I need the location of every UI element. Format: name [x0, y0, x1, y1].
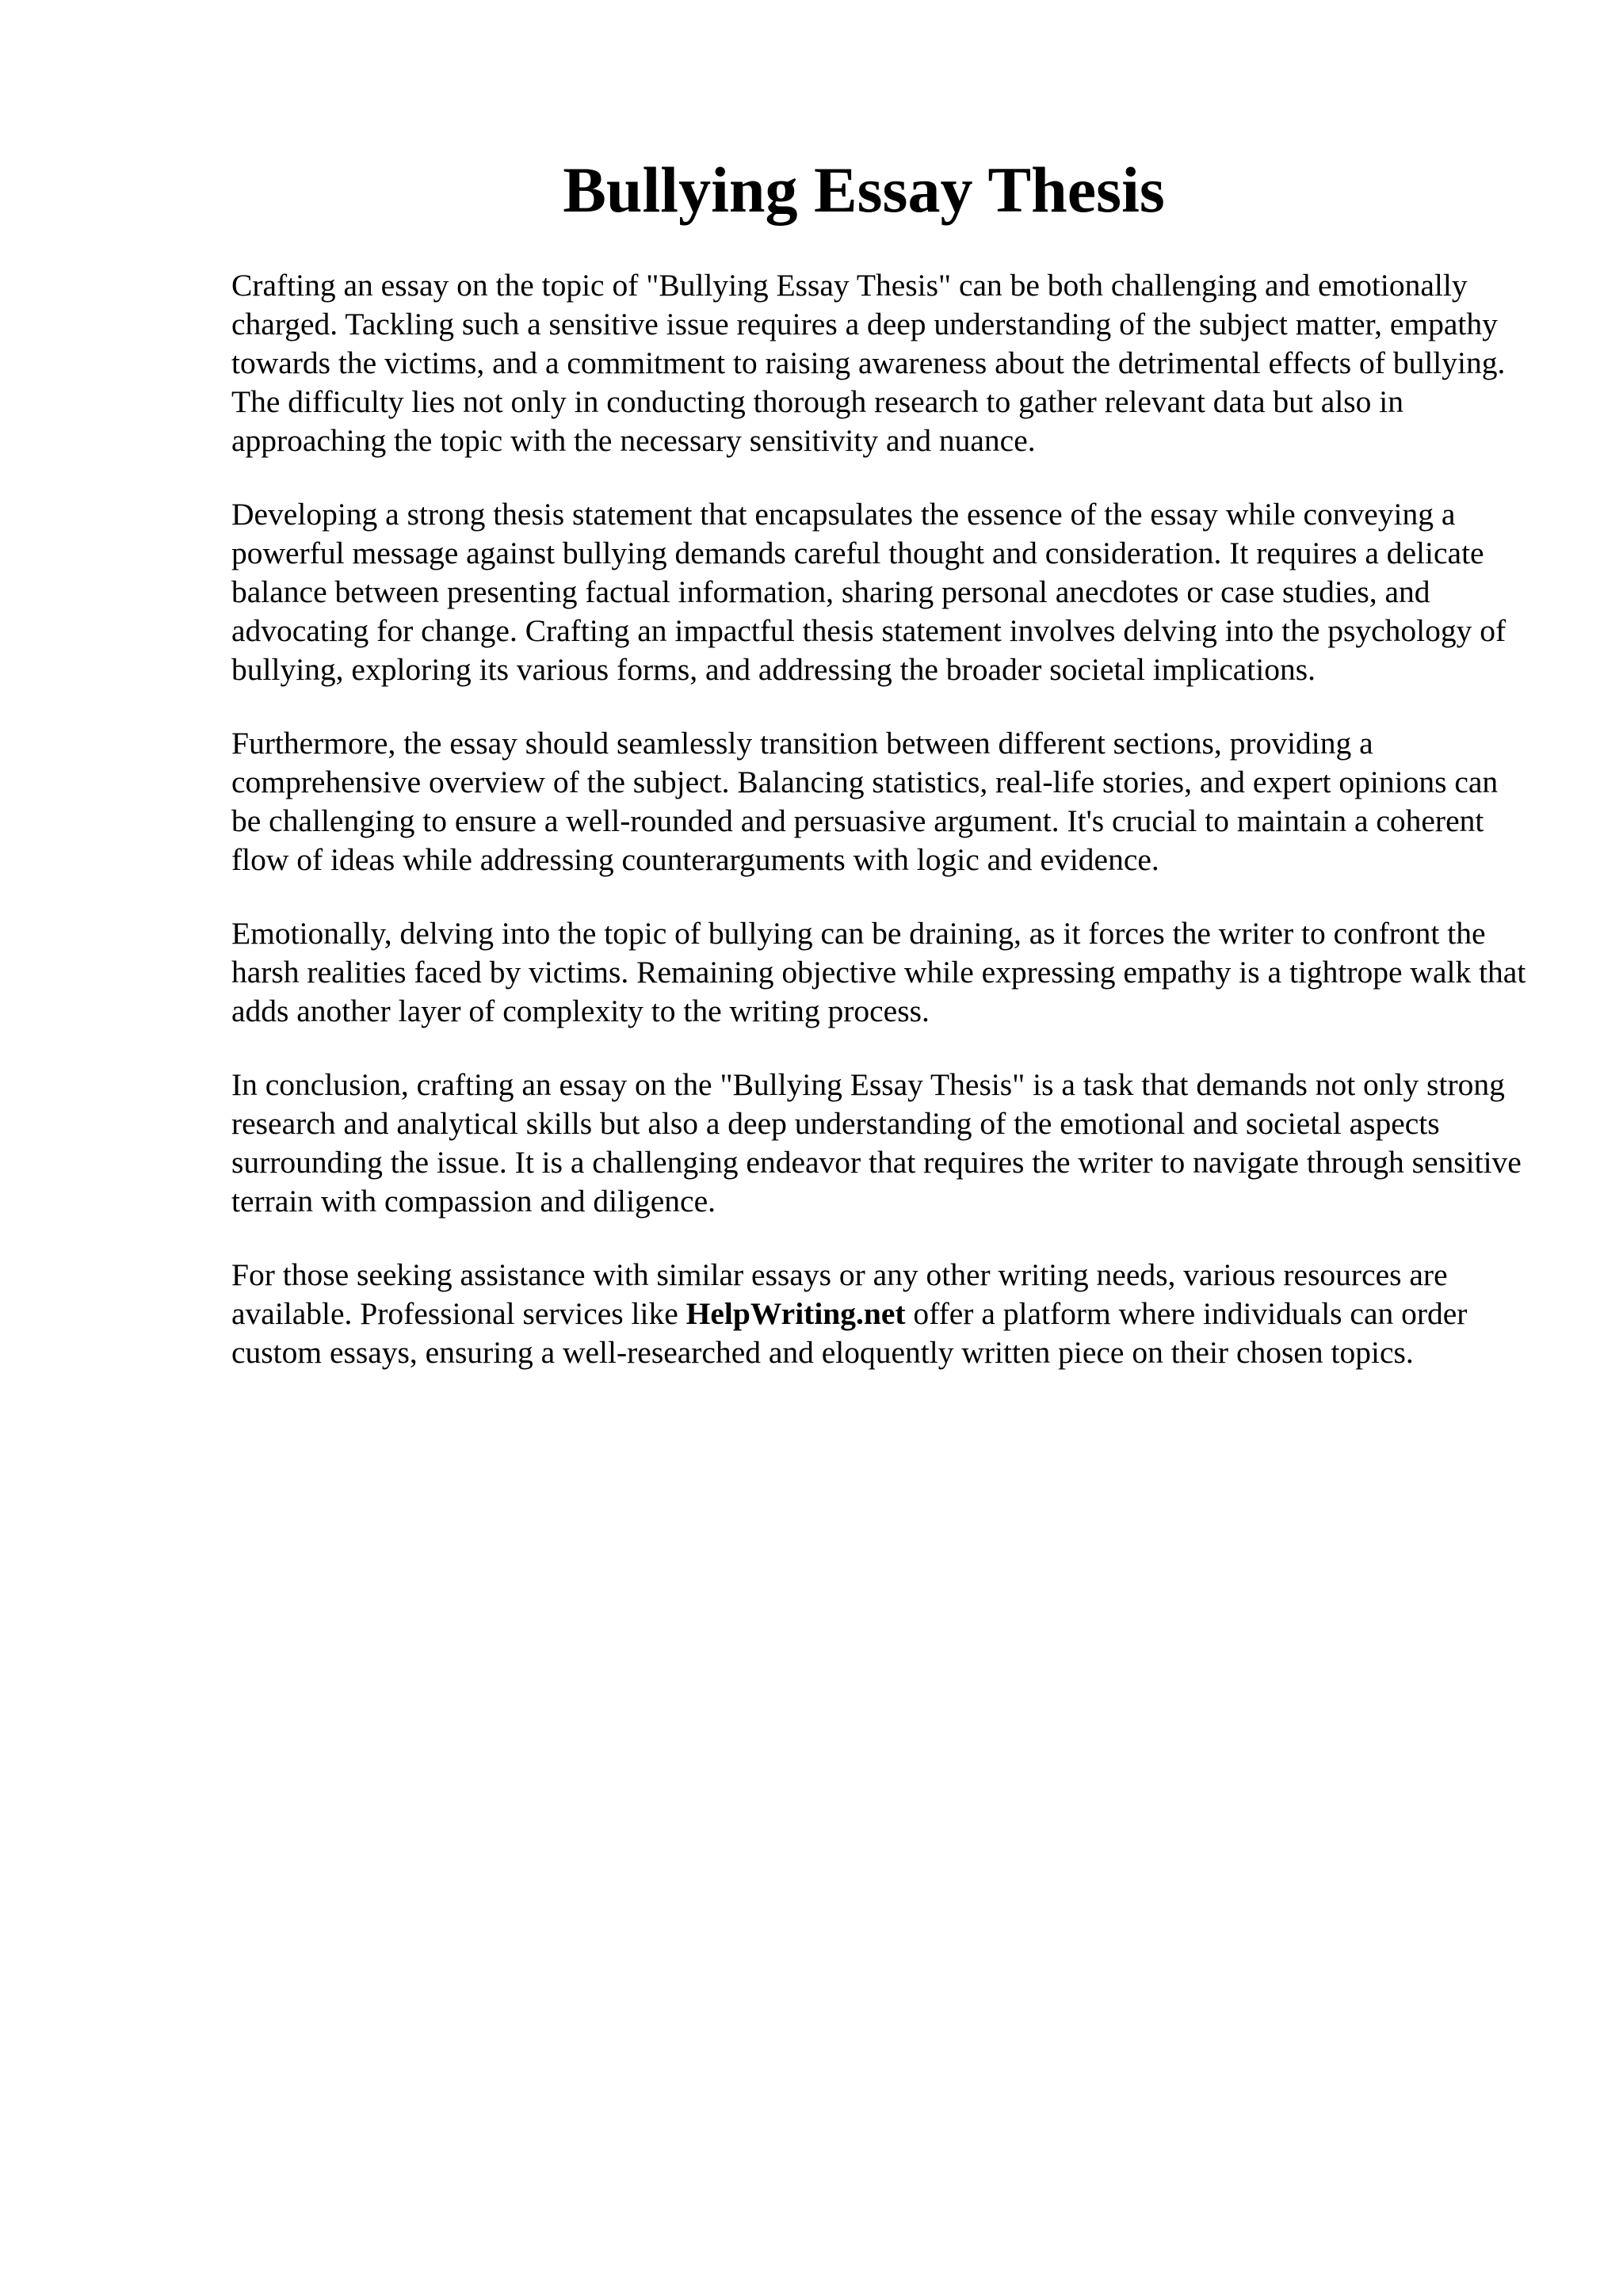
paragraph-6-text-after: offer a platform where individuals can order custom essays, ensuring a well-researched and eloquently written piece on their chosen topics. [231, 1296, 1468, 1370]
paragraph-6 [231, 1256, 1531, 1372]
paragraph-2: Developing a strong thesis statement that encapsulates the essence of the essay while conveying a powerful message against bullying demands careful thought and consideration. It requires a delicate balance between presenting factual information, sharing personal anecdotes or case studies, and advocating for change. Crafting an impactful thesis statement involves delving into the psychology of bullying, exploring its various forms, and addressing the broader societal implications. [231, 497, 1507, 687]
paragraph-4: Emotionally, delving into the topic of bullying can be draining, as it forces the writer to confront the harsh realities faced by victims. Remaining objective while expressing empathy is a tightrope walk that adds another layer of complexity to the writing process. [231, 916, 1526, 1028]
document-body [231, 266, 1531, 1407]
helpwriting-link[interactable]: HelpWriting.net [685, 1296, 906, 1331]
paragraph-3: Furthermore, the essay should seamlessly transition between different sections, providing a comprehensive overview of the subject. Balancing statistics, real-life stories, and expert opinions can be challenging to ensure a well-rounded and persuasive argument. It's crucial to maintain a coherent flow of ideas while addressing counterarguments with logic and evidence. [231, 726, 1499, 877]
paragraph-5: In conclusion, crafting an essay on the "Bullying Essay Thesis" is a task that demands not only strong research and analytical skills but also a deep understanding of the emotional and societal aspects surrounding the issue. It is a challenging endeavor that requires the writer to navigate through sensitive terrain with compassion and diligence. [231, 1067, 1522, 1219]
paragraph-1: Crafting an essay on the topic of "Bullying Essay Thesis" can be both challenging and emotionally charged. Tackling such a sensitive issue requires a deep understanding of the subject matter, empathy towards the victims, and a commitment to raising awareness about the detrimental effects of bullying. The difficulty lies not only in conducting thorough research to gather relevant data but also in approaching the topic with the necessary sensitivity and nuance. [231, 268, 1506, 458]
document-title: Bullying Essay Thesis [563, 154, 1165, 226]
paragraph-6-text-before: For those seeking assistance with similar essays or any other writing needs, various resources are available. Professional services like [231, 1257, 1448, 1331]
